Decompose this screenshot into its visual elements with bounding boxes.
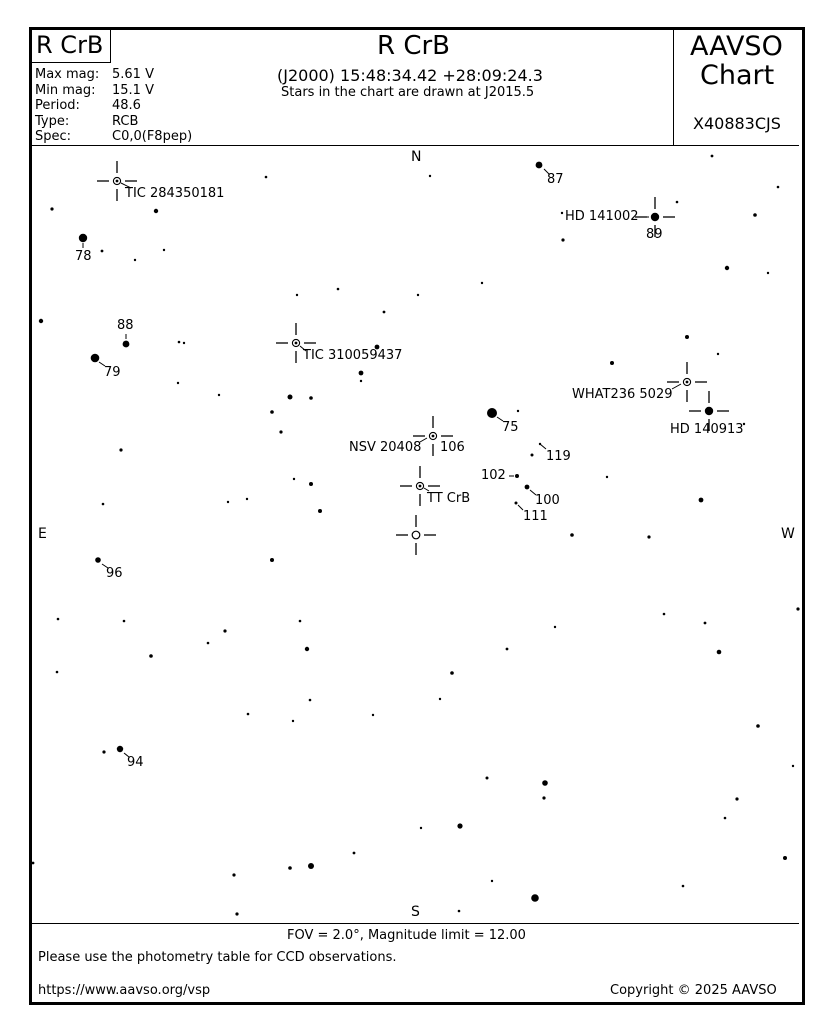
- comparison-label: 89: [646, 227, 663, 242]
- field-star: [288, 866, 292, 870]
- comparison-star: [525, 485, 530, 490]
- comparison-label: 79: [104, 365, 121, 380]
- comparison-label: 106: [440, 440, 465, 455]
- copyright: Copyright © 2025 AAVSO: [610, 983, 777, 998]
- field-star: [119, 448, 122, 451]
- field-star: [123, 620, 126, 623]
- field-star: [163, 249, 165, 251]
- info-key: Type:: [35, 114, 70, 129]
- field-star: [417, 294, 419, 296]
- field-star: [279, 430, 282, 433]
- comparison-star: [515, 502, 518, 505]
- field-star: [717, 353, 719, 355]
- field-star: [296, 294, 298, 296]
- north-label: N: [411, 149, 422, 165]
- comparison-label: 88: [117, 318, 134, 333]
- field-star: [606, 476, 608, 478]
- comparison-star: [487, 408, 497, 418]
- field-star: [309, 482, 313, 486]
- comparison-label: 87: [547, 172, 564, 187]
- field-star: [270, 410, 274, 414]
- east-label: E: [38, 526, 47, 542]
- field-star: [561, 238, 564, 241]
- field-star: [293, 478, 295, 480]
- field-star: [177, 382, 179, 384]
- field-star: [102, 503, 105, 506]
- field-star: [318, 509, 322, 513]
- star-name-label: R CrB: [36, 31, 104, 59]
- west-label: W: [781, 526, 795, 542]
- field-star: [735, 797, 738, 800]
- info-key: Max mag:: [35, 67, 100, 82]
- field-star: [265, 176, 268, 179]
- chart-id: X40883CJS: [693, 114, 781, 133]
- field-star: [292, 720, 294, 722]
- label-leader: [672, 384, 681, 389]
- field-star: [299, 620, 302, 623]
- field-star: [458, 910, 461, 913]
- field-star: [542, 796, 545, 799]
- vsp-url[interactable]: https://www.aavso.org/vsp: [38, 983, 211, 998]
- ccd-note: Please use the photometry table for CCD observations.: [38, 950, 397, 965]
- comparison-star: [79, 234, 87, 242]
- field-star: [450, 671, 454, 675]
- variable-label: TIC 310059437: [303, 348, 403, 363]
- field-star: [247, 713, 250, 716]
- field-star: [777, 186, 780, 189]
- aavso-label: AAVSO: [690, 31, 783, 62]
- variable-star-core: [419, 485, 422, 488]
- field-star: [457, 823, 462, 828]
- field-star: [429, 175, 431, 177]
- field-star: [531, 454, 534, 457]
- epoch-note: Stars in the chart are drawn at J2015.5: [281, 85, 535, 100]
- field-star: [232, 873, 235, 876]
- field-star: [372, 714, 374, 716]
- field-star: [178, 341, 181, 344]
- fov-line: FOV = 2.0°, Magnitude limit = 12.00: [287, 928, 526, 943]
- field-star: [685, 335, 689, 339]
- comparison-label: 94: [127, 755, 144, 770]
- field-star: [183, 342, 185, 344]
- variable-label: HD 140913: [670, 422, 744, 437]
- comparison-star: [515, 474, 519, 478]
- comparison-label: 78: [75, 249, 92, 264]
- variable-label: HD 141002: [565, 209, 639, 224]
- field-star: [717, 650, 722, 655]
- field-star: [383, 311, 386, 314]
- field-star: [767, 272, 769, 274]
- field-star: [676, 201, 679, 204]
- field-star: [207, 642, 210, 645]
- field-star: [491, 880, 493, 882]
- field-star: [570, 533, 574, 537]
- field-star: [359, 371, 364, 376]
- field-star: [57, 618, 60, 621]
- field-star: [542, 780, 548, 786]
- field-star: [711, 155, 714, 158]
- field-star: [309, 699, 312, 702]
- field-star: [218, 394, 220, 396]
- field-star: [235, 912, 238, 915]
- field-star: [227, 501, 229, 503]
- info-value: 15.1 V: [112, 83, 154, 98]
- field-star: [288, 395, 293, 400]
- comparison-star: [91, 354, 100, 363]
- field-star: [270, 558, 274, 562]
- info-key: Period:: [35, 98, 80, 113]
- field-star: [481, 282, 483, 284]
- info-value: RCB: [112, 114, 139, 129]
- field-star: [647, 535, 650, 538]
- field-star: [223, 629, 226, 632]
- field-star: [246, 498, 248, 500]
- field-star: [663, 613, 666, 616]
- comparison-star: [123, 341, 130, 348]
- field-star: [486, 777, 489, 780]
- field-star: [32, 862, 35, 865]
- variable-label: WHAT236 5029: [572, 387, 673, 402]
- comparison-star: [95, 557, 101, 563]
- variable-label: NSV 20408: [349, 440, 422, 455]
- comparison-label: 111: [523, 509, 548, 524]
- field-star: [149, 654, 153, 658]
- field-star: [309, 396, 313, 400]
- comparison-label: 100: [535, 493, 560, 508]
- field-star: [724, 817, 727, 820]
- field-star: [610, 361, 614, 365]
- field-star: [102, 750, 105, 753]
- field-star: [439, 698, 441, 700]
- field-star: [699, 498, 704, 503]
- comparison-label: 119: [546, 449, 571, 464]
- comparison-star: [536, 162, 543, 169]
- variable-star: [705, 407, 713, 415]
- info-value: C0,0(F8pep): [112, 129, 193, 144]
- comparison-label: 75: [502, 420, 519, 435]
- field-star: [506, 648, 509, 651]
- variable-star: [651, 213, 659, 221]
- south-label: S: [411, 904, 420, 920]
- field-star: [796, 607, 799, 610]
- comparison-label: 96: [106, 566, 123, 581]
- page-title: R CrB: [377, 31, 451, 61]
- field-star: [337, 288, 340, 291]
- info-value: 48.6: [112, 98, 141, 113]
- field-star: [56, 671, 59, 674]
- field-star: [783, 856, 787, 860]
- field-star: [39, 319, 43, 323]
- field-star: [420, 827, 422, 829]
- variable-star-core: [686, 381, 689, 384]
- comparison-star: [117, 746, 123, 752]
- field-star: [725, 266, 729, 270]
- field-star: [134, 259, 136, 261]
- variable-label: TT CrB: [427, 491, 471, 506]
- field-star: [50, 207, 53, 210]
- field-star: [154, 209, 158, 213]
- coordinates: (J2000) 15:48:34.42 +28:09:24.3: [277, 66, 543, 85]
- variable-label: TIC 284350181: [125, 186, 225, 201]
- comparison-label: 102: [481, 468, 506, 483]
- info-key: Min mag:: [35, 83, 96, 98]
- field-star: [308, 863, 314, 869]
- variable-star-core: [432, 435, 435, 438]
- field-star: [561, 212, 563, 214]
- field-star: [792, 765, 794, 767]
- field-star: [360, 380, 362, 382]
- field-star: [753, 213, 757, 217]
- target-star: [412, 531, 420, 539]
- variable-star-core: [116, 180, 119, 183]
- variable-star-core: [295, 342, 298, 345]
- field-star: [101, 250, 104, 253]
- field-star: [554, 626, 556, 628]
- field-star: [531, 894, 539, 902]
- info-key: Spec:: [35, 129, 72, 144]
- field-star: [517, 410, 519, 412]
- field-star: [756, 724, 760, 728]
- field-star: [305, 647, 309, 651]
- field-star: [704, 622, 707, 625]
- footer-divider: [32, 923, 799, 924]
- field-star: [682, 885, 685, 888]
- info-value: 5.61 V: [112, 67, 154, 82]
- chart-label: Chart: [700, 60, 775, 91]
- field-star: [353, 852, 356, 855]
